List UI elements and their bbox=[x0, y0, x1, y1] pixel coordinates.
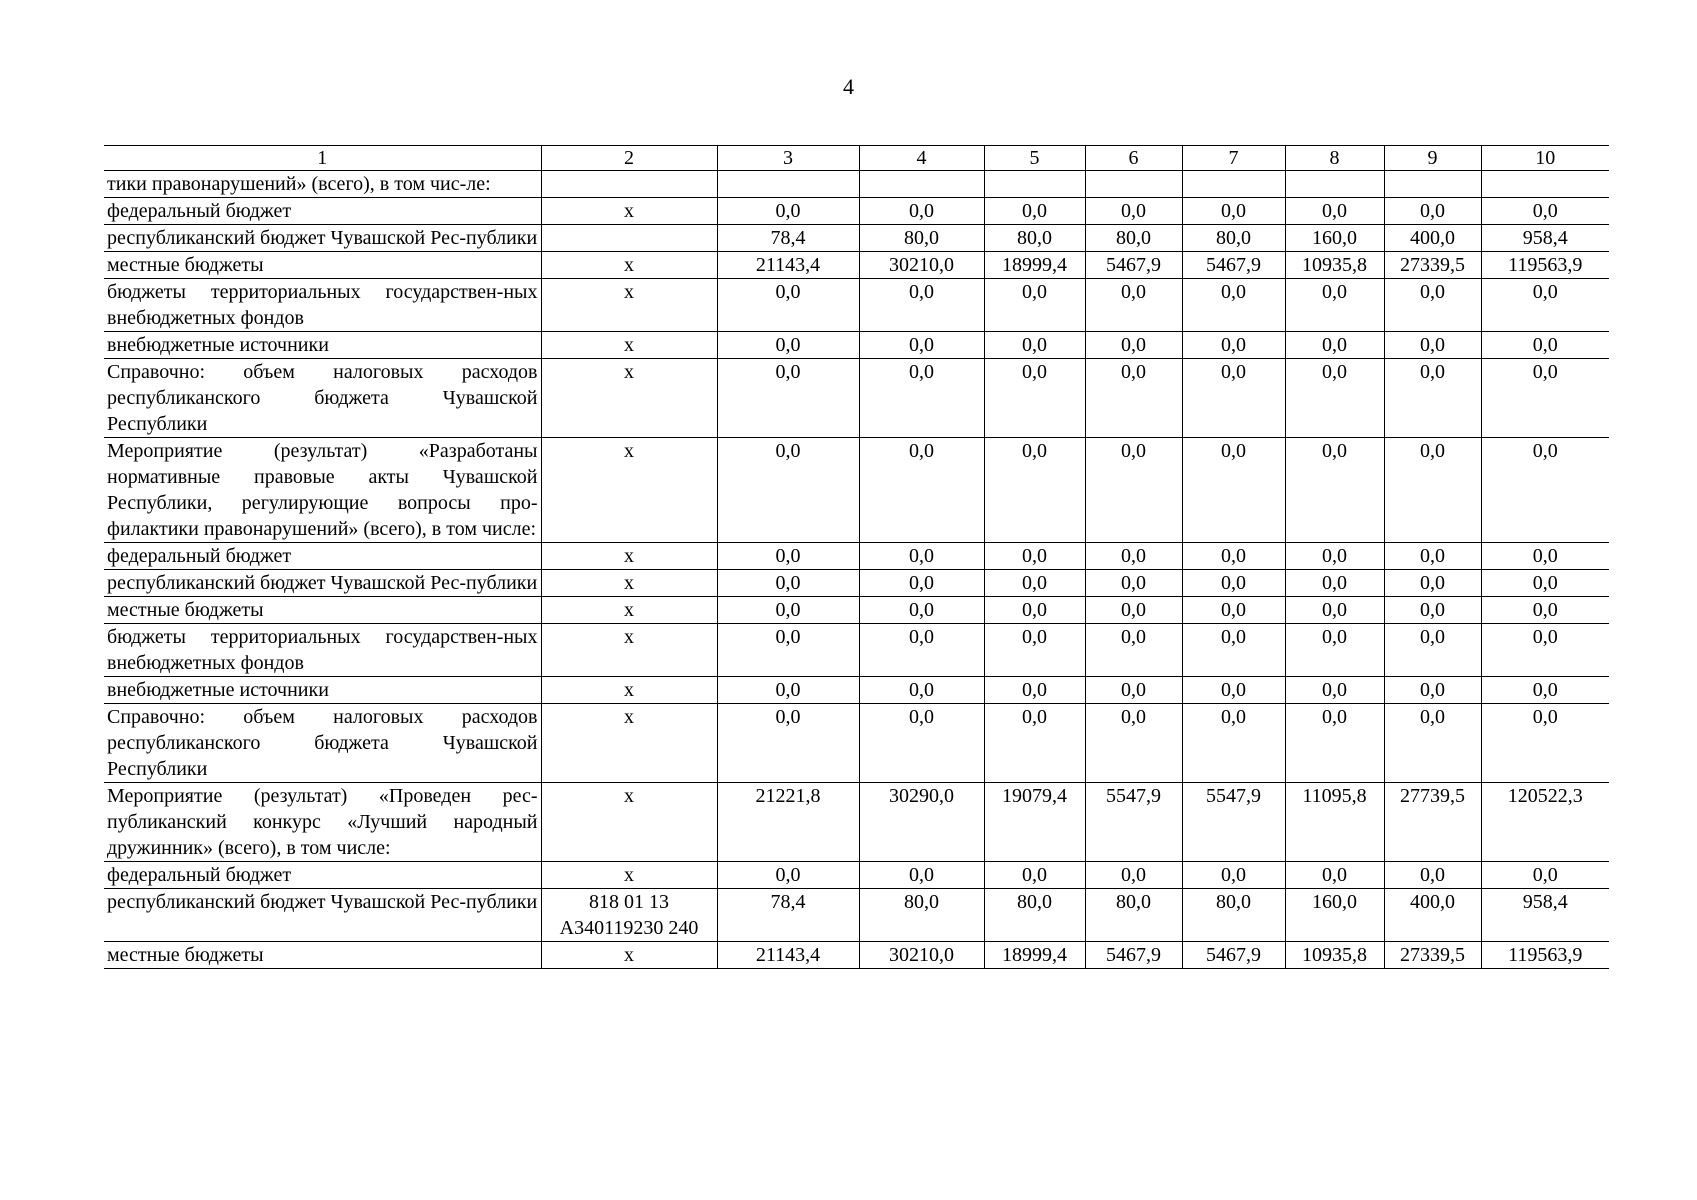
amount-cell: 30290,0 bbox=[859, 783, 984, 862]
amount-cell: 0,0 bbox=[1182, 332, 1285, 359]
amount-cell: 30210,0 bbox=[859, 252, 984, 279]
amount-cell: 0,0 bbox=[717, 624, 859, 677]
amount-cell: 0,0 bbox=[1481, 624, 1609, 677]
amount-cell: 0,0 bbox=[984, 279, 1085, 332]
amount-cell: 0,0 bbox=[984, 543, 1085, 570]
amount-cell bbox=[1182, 171, 1285, 198]
column-header-2: 2 bbox=[541, 146, 717, 171]
amount-cell: 0,0 bbox=[1384, 543, 1481, 570]
amount-cell: 21221,8 bbox=[717, 783, 859, 862]
amount-cell: 0,0 bbox=[1085, 279, 1182, 332]
amount-cell: 958,4 bbox=[1481, 225, 1609, 252]
budget-code: х bbox=[541, 677, 717, 704]
amount-cell: 0,0 bbox=[984, 677, 1085, 704]
amount-cell: 0,0 bbox=[717, 198, 859, 225]
amount-cell: 0,0 bbox=[1384, 624, 1481, 677]
budget-code: х bbox=[541, 783, 717, 862]
table-row bbox=[104, 225, 1609, 252]
row-name: местные бюджеты bbox=[104, 252, 541, 279]
column-header-1: 1 bbox=[104, 146, 541, 171]
amount-cell: 0,0 bbox=[1384, 279, 1481, 332]
amount-cell: 80,0 bbox=[1085, 889, 1182, 942]
amount-cell: 0,0 bbox=[1384, 704, 1481, 783]
amount-cell: 0,0 bbox=[1085, 570, 1182, 597]
amount-cell: 160,0 bbox=[1285, 889, 1384, 942]
amount-cell: 80,0 bbox=[859, 889, 984, 942]
amount-cell: 0,0 bbox=[717, 543, 859, 570]
amount-cell: 0,0 bbox=[1085, 677, 1182, 704]
amount-cell: 400,0 bbox=[1384, 225, 1481, 252]
column-header-8: 8 bbox=[1285, 146, 1384, 171]
amount-cell: 0,0 bbox=[1085, 332, 1182, 359]
page-number: 4 bbox=[843, 74, 854, 99]
budget-code: х bbox=[541, 597, 717, 624]
amount-cell: 0,0 bbox=[1285, 570, 1384, 597]
row-name: республиканский бюджет Чувашской Рес-публики bbox=[104, 889, 541, 942]
amount-cell: 0,0 bbox=[717, 677, 859, 704]
row-name: Мероприятие (результат) «Проведен рес-публиканский конкурс «Лучший народный дружинник» (всего), в том числе: bbox=[104, 783, 541, 862]
amount-cell bbox=[1481, 171, 1609, 198]
amount-cell: 0,0 bbox=[1481, 359, 1609, 438]
amount-cell: 0,0 bbox=[859, 279, 984, 332]
column-header-3: 3 bbox=[717, 146, 859, 171]
budget-code: х bbox=[541, 704, 717, 783]
amount-cell: 0,0 bbox=[1285, 704, 1384, 783]
budget-code: х bbox=[541, 942, 717, 969]
amount-cell: 0,0 bbox=[1384, 677, 1481, 704]
table-row bbox=[104, 543, 1609, 570]
amount-cell: 80,0 bbox=[859, 225, 984, 252]
amount-cell: 0,0 bbox=[984, 570, 1085, 597]
amount-cell: 0,0 bbox=[1384, 359, 1481, 438]
table-row bbox=[104, 438, 1609, 543]
amount-cell: 21143,4 bbox=[717, 942, 859, 969]
row-name: внебюджетные источники bbox=[104, 677, 541, 704]
amount-cell: 0,0 bbox=[1182, 570, 1285, 597]
amount-cell: 19079,4 bbox=[984, 783, 1085, 862]
amount-cell: 0,0 bbox=[1285, 438, 1384, 543]
amount-cell: 0,0 bbox=[859, 332, 984, 359]
amount-cell: 78,4 bbox=[717, 225, 859, 252]
amount-cell: 120522,3 bbox=[1481, 783, 1609, 862]
amount-cell: 0,0 bbox=[717, 359, 859, 438]
amount-cell: 5467,9 bbox=[1085, 942, 1182, 969]
amount-cell: 400,0 bbox=[1384, 889, 1481, 942]
amount-cell: 0,0 bbox=[1182, 597, 1285, 624]
amount-cell: 0,0 bbox=[1481, 438, 1609, 543]
amount-cell: 0,0 bbox=[717, 862, 859, 889]
amount-cell: 0,0 bbox=[984, 624, 1085, 677]
budget-code: х bbox=[541, 198, 717, 225]
amount-cell: 0,0 bbox=[1481, 597, 1609, 624]
amount-cell: 0,0 bbox=[1384, 438, 1481, 543]
budget-code: 818 01 13 А340119230 240 bbox=[541, 889, 717, 942]
amount-cell: 160,0 bbox=[1285, 225, 1384, 252]
amount-cell: 0,0 bbox=[1285, 543, 1384, 570]
amount-cell: 80,0 bbox=[1182, 889, 1285, 942]
amount-cell: 21143,4 bbox=[717, 252, 859, 279]
amount-cell: 0,0 bbox=[717, 438, 859, 543]
table-row bbox=[104, 279, 1609, 332]
amount-cell: 0,0 bbox=[1285, 359, 1384, 438]
budget-code bbox=[541, 171, 717, 198]
amount-cell bbox=[859, 171, 984, 198]
row-name: Мероприятие (результат) «Разработаны нормативные правовые акты Чувашской Республики, регулирующие вопросы про-филактики правонарушений» (всего), в том числе: bbox=[104, 438, 541, 543]
amount-cell: 0,0 bbox=[1384, 570, 1481, 597]
budget-code: х bbox=[541, 332, 717, 359]
amount-cell: 0,0 bbox=[1481, 543, 1609, 570]
row-name: бюджеты территориальных государствен-ных внебюджетных фондов bbox=[104, 279, 541, 332]
amount-cell: 0,0 bbox=[984, 438, 1085, 543]
amount-cell: 0,0 bbox=[1481, 862, 1609, 889]
row-name: Справочно: объем налоговых расходов республиканского бюджета Чувашской Республики bbox=[104, 359, 541, 438]
amount-cell: 0,0 bbox=[717, 597, 859, 624]
amount-cell: 0,0 bbox=[1481, 332, 1609, 359]
amount-cell: 0,0 bbox=[1182, 624, 1285, 677]
row-name: республиканский бюджет Чувашской Рес-публики bbox=[104, 570, 541, 597]
amount-cell: 0,0 bbox=[859, 597, 984, 624]
row-name: тики правонарушений» (всего), в том чис-ле: bbox=[104, 171, 541, 198]
row-name: бюджеты территориальных государствен-ных внебюджетных фондов bbox=[104, 624, 541, 677]
amount-cell: 0,0 bbox=[1384, 862, 1481, 889]
amount-cell: 5467,9 bbox=[1182, 942, 1285, 969]
amount-cell: 0,0 bbox=[1481, 198, 1609, 225]
amount-cell: 10935,8 bbox=[1285, 252, 1384, 279]
amount-cell bbox=[1085, 171, 1182, 198]
amount-cell bbox=[1285, 171, 1384, 198]
amount-cell: 80,0 bbox=[1182, 225, 1285, 252]
amount-cell: 0,0 bbox=[859, 624, 984, 677]
budget-code: х bbox=[541, 359, 717, 438]
table-row bbox=[104, 171, 1609, 198]
row-name: федеральный бюджет bbox=[104, 198, 541, 225]
amount-cell: 0,0 bbox=[1481, 570, 1609, 597]
amount-cell: 0,0 bbox=[1085, 862, 1182, 889]
amount-cell: 0,0 bbox=[859, 359, 984, 438]
column-header-10: 10 bbox=[1481, 146, 1609, 171]
row-name: Справочно: объем налоговых расходов республиканского бюджета Чувашской Республики bbox=[104, 704, 541, 783]
amount-cell: 5467,9 bbox=[1182, 252, 1285, 279]
budget-code: х bbox=[541, 570, 717, 597]
row-name: местные бюджеты bbox=[104, 597, 541, 624]
amount-cell: 0,0 bbox=[1085, 704, 1182, 783]
amount-cell: 0,0 bbox=[1285, 677, 1384, 704]
amount-cell: 0,0 bbox=[1085, 624, 1182, 677]
amount-cell: 0,0 bbox=[1285, 279, 1384, 332]
amount-cell: 80,0 bbox=[984, 889, 1085, 942]
row-name: внебюджетные источники bbox=[104, 332, 541, 359]
amount-cell: 0,0 bbox=[859, 862, 984, 889]
table-row bbox=[104, 198, 1609, 225]
amount-cell: 0,0 bbox=[1085, 438, 1182, 543]
amount-cell: 5467,9 bbox=[1085, 252, 1182, 279]
amount-cell bbox=[984, 171, 1085, 198]
amount-cell bbox=[1384, 171, 1481, 198]
row-name: республиканский бюджет Чувашской Рес-публики bbox=[104, 225, 541, 252]
column-header-7: 7 bbox=[1182, 146, 1285, 171]
budget-code bbox=[541, 225, 717, 252]
amount-cell: 0,0 bbox=[1285, 624, 1384, 677]
table-row bbox=[104, 570, 1609, 597]
budget-code: х bbox=[541, 543, 717, 570]
amount-cell: 11095,8 bbox=[1285, 783, 1384, 862]
amount-cell: 30210,0 bbox=[859, 942, 984, 969]
amount-cell: 0,0 bbox=[984, 359, 1085, 438]
table-row bbox=[104, 942, 1609, 969]
amount-cell: 0,0 bbox=[1182, 677, 1285, 704]
amount-cell: 0,0 bbox=[984, 332, 1085, 359]
header-row bbox=[104, 146, 1609, 171]
amount-cell: 0,0 bbox=[1085, 359, 1182, 438]
amount-cell: 80,0 bbox=[1085, 225, 1182, 252]
column-header-4: 4 bbox=[859, 146, 984, 171]
amount-cell: 0,0 bbox=[1384, 597, 1481, 624]
table-row bbox=[104, 862, 1609, 889]
table-row bbox=[104, 704, 1609, 783]
amount-cell: 0,0 bbox=[1285, 332, 1384, 359]
table-row bbox=[104, 252, 1609, 279]
row-name: местные бюджеты bbox=[104, 942, 541, 969]
table-row bbox=[104, 597, 1609, 624]
budget-code: х bbox=[541, 252, 717, 279]
budget-code: х bbox=[541, 438, 717, 543]
amount-cell: 958,4 bbox=[1481, 889, 1609, 942]
table-row bbox=[104, 677, 1609, 704]
amount-cell: 0,0 bbox=[1085, 543, 1182, 570]
table-row bbox=[104, 889, 1609, 942]
budget-code: х bbox=[541, 279, 717, 332]
column-header-9: 9 bbox=[1384, 146, 1481, 171]
amount-cell: 0,0 bbox=[717, 570, 859, 597]
amount-cell: 80,0 bbox=[984, 225, 1085, 252]
amount-cell: 0,0 bbox=[859, 438, 984, 543]
amount-cell: 0,0 bbox=[1085, 597, 1182, 624]
amount-cell: 27739,5 bbox=[1384, 783, 1481, 862]
budget-code: х bbox=[541, 624, 717, 677]
amount-cell: 0,0 bbox=[717, 704, 859, 783]
amount-cell: 0,0 bbox=[984, 862, 1085, 889]
amount-cell: 78,4 bbox=[717, 889, 859, 942]
amount-cell: 0,0 bbox=[859, 704, 984, 783]
amount-cell: 119563,9 bbox=[1481, 252, 1609, 279]
amount-cell: 0,0 bbox=[1285, 597, 1384, 624]
amount-cell: 10935,8 bbox=[1285, 942, 1384, 969]
amount-cell: 18999,4 bbox=[984, 942, 1085, 969]
amount-cell: 0,0 bbox=[859, 677, 984, 704]
amount-cell: 0,0 bbox=[1182, 198, 1285, 225]
amount-cell: 18999,4 bbox=[984, 252, 1085, 279]
amount-cell: 119563,9 bbox=[1481, 942, 1609, 969]
amount-cell: 0,0 bbox=[859, 543, 984, 570]
amount-cell bbox=[717, 171, 859, 198]
amount-cell: 5547,9 bbox=[1182, 783, 1285, 862]
amount-cell: 0,0 bbox=[859, 570, 984, 597]
amount-cell: 0,0 bbox=[1481, 279, 1609, 332]
amount-cell: 0,0 bbox=[984, 198, 1085, 225]
table-row bbox=[104, 624, 1609, 677]
amount-cell: 0,0 bbox=[1481, 677, 1609, 704]
amount-cell: 0,0 bbox=[1182, 279, 1285, 332]
budget-code: х bbox=[541, 862, 717, 889]
amount-cell: 0,0 bbox=[984, 704, 1085, 783]
amount-cell: 0,0 bbox=[1481, 704, 1609, 783]
amount-cell: 0,0 bbox=[1384, 332, 1481, 359]
row-name: федеральный бюджет bbox=[104, 862, 541, 889]
amount-cell: 0,0 bbox=[1384, 198, 1481, 225]
amount-cell: 0,0 bbox=[1182, 438, 1285, 543]
amount-cell: 0,0 bbox=[1182, 704, 1285, 783]
amount-cell: 0,0 bbox=[1182, 543, 1285, 570]
amount-cell: 0,0 bbox=[859, 198, 984, 225]
amount-cell: 0,0 bbox=[1085, 198, 1182, 225]
amount-cell: 0,0 bbox=[1182, 359, 1285, 438]
amount-cell: 27339,5 bbox=[1384, 942, 1481, 969]
budget-table bbox=[104, 145, 1609, 969]
table-row bbox=[104, 783, 1609, 862]
amount-cell: 0,0 bbox=[984, 597, 1085, 624]
column-header-5: 5 bbox=[984, 146, 1085, 171]
row-name: федеральный бюджет bbox=[104, 543, 541, 570]
amount-cell: 0,0 bbox=[1285, 198, 1384, 225]
table-row bbox=[104, 332, 1609, 359]
amount-cell: 5547,9 bbox=[1085, 783, 1182, 862]
amount-cell: 0,0 bbox=[717, 279, 859, 332]
amount-cell: 27339,5 bbox=[1384, 252, 1481, 279]
column-header-6: 6 bbox=[1085, 146, 1182, 171]
amount-cell: 0,0 bbox=[1182, 862, 1285, 889]
table-body bbox=[104, 171, 1609, 969]
amount-cell: 0,0 bbox=[717, 332, 859, 359]
table-row bbox=[104, 359, 1609, 438]
amount-cell: 0,0 bbox=[1285, 862, 1384, 889]
